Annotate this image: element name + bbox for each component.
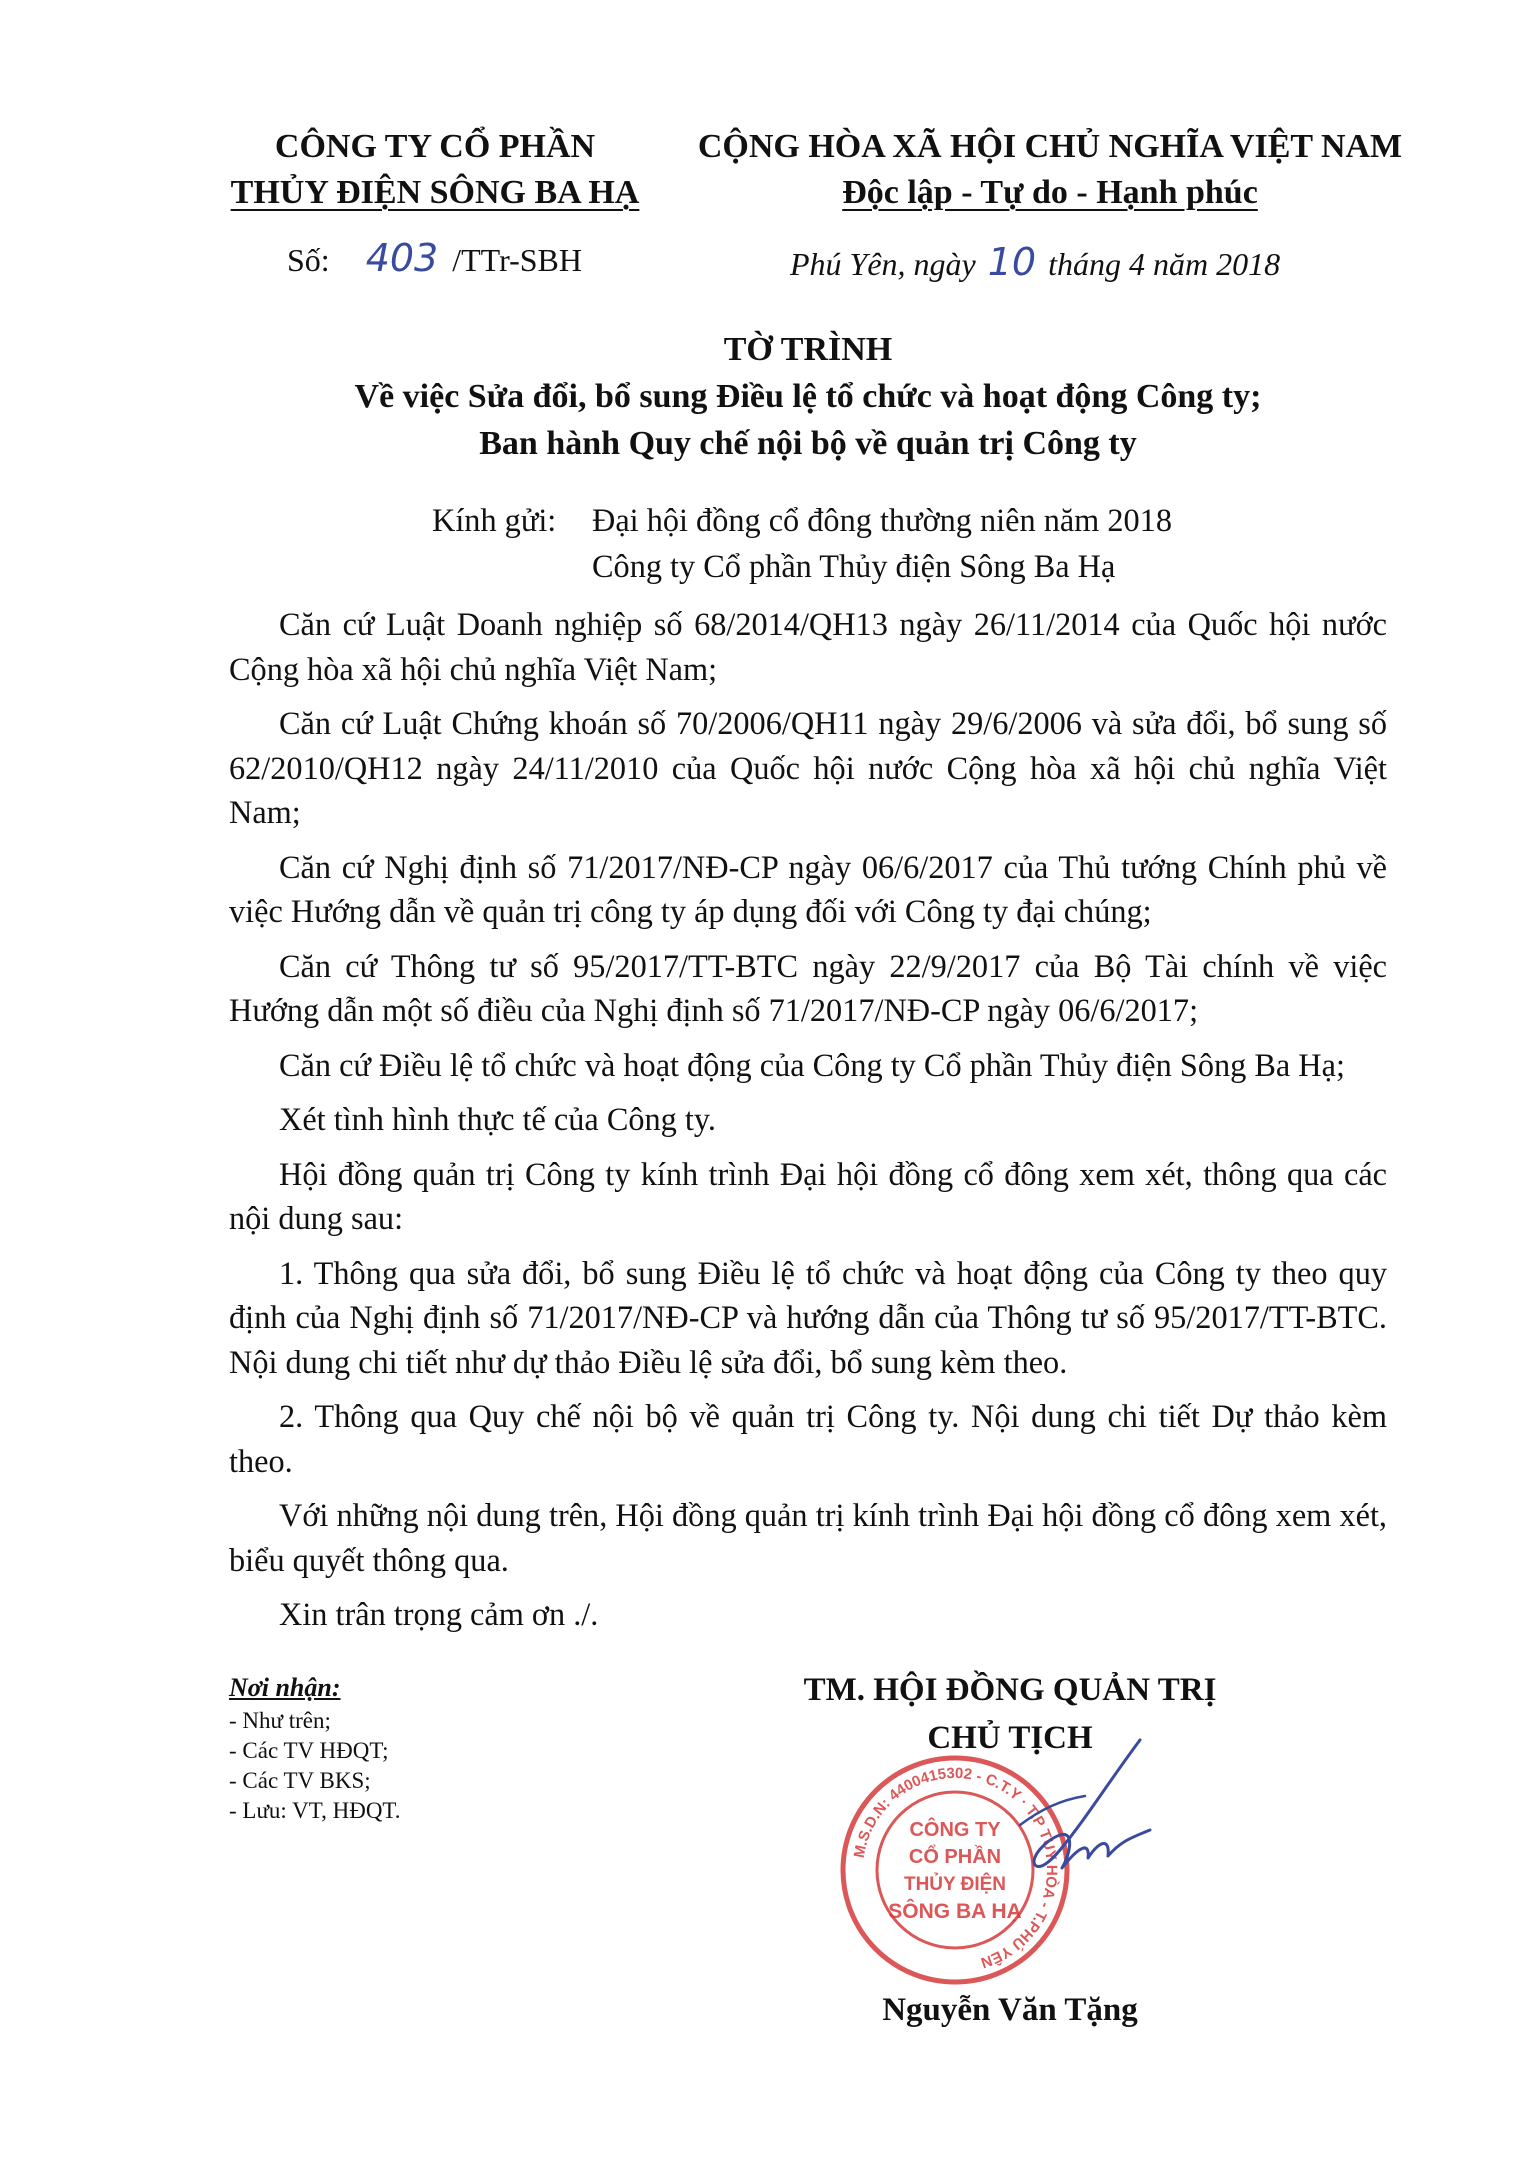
doc-no-label: Số:	[287, 242, 330, 278]
seal-center-line3: THỦY ĐIỆN	[903, 1874, 1007, 1895]
signature-stroke	[1020, 1796, 1085, 1825]
seal-center-line4: SÔNG BA HẠ	[888, 1900, 1022, 1923]
body-paragraph: Căn cứ Thông tư số 95/2017/TT-BTC ngày 22/9/2017 của Bộ Tài chính về việc Hướng dẫn một số điều của Nghị định số 71/2017/NĐ-CP ngày 06/6/2017;	[229, 947, 1387, 1028]
addressee-line1: Đại hội đồng cổ đông thường niên năm 2018	[592, 502, 1172, 538]
motto-text: Độc lập - Tự do - Hạnh phúc	[842, 174, 1258, 211]
signature-title-line1: TM. HỘI ĐỒNG QUẢN TRỊ	[803, 1672, 1217, 1708]
body-paragraph: Xin trân trọng cảm ơn ./.	[279, 1596, 599, 1632]
country-name: CỘNG HÒA XÃ HỘI CHỦ NGHĨA VIỆT NAM	[697, 128, 1403, 165]
title-subject-line2-text: Ban hành Quy chế nội bộ về quản trị Công ty	[479, 425, 1137, 462]
recipient-item: - Như trên;	[229, 1708, 331, 1733]
document-title	[229, 326, 1387, 467]
body-paragraph: Hội đồng quản trị Công ty kính trình Đại hội đồng cổ đông xem xét, thông qua các nội dung sau:	[229, 1155, 1387, 1236]
signature-stroke	[1034, 1740, 1150, 1868]
recipient-item: - Lưu: VT, HĐQT.	[229, 1798, 401, 1823]
date-day-handwritten: 10	[987, 240, 1037, 284]
place-date-prefix: Phú Yên, ngày	[790, 246, 976, 282]
company-name-line2	[200, 170, 670, 216]
place-date	[790, 240, 1280, 284]
body-paragraph: Căn cứ Luật Chứng khoán số 70/2006/QH11 ngày 29/6/2006 và sửa đổi, bổ sung số 62/2010/QH12 ngày 24/11/2010 của Quốc hội nước Cộng hòa xã hội chủ nghĩa Việt Nam;	[229, 705, 1387, 830]
body-paragraph: Xét tình hình thực tế của Công ty.	[279, 1101, 716, 1137]
seal-ring-text: M.S.D.N: 4400415302 - C.T.Y · T.P TUY HÒA - T.PHÚ YÊN	[850, 1764, 1061, 1972]
body-paragraph: 1. Thông qua sửa đổi, bổ sung Điều lệ tổ chức và hoạt động của Công ty theo quy định của Nghị định số 71/2017/NĐ-CP và hướng dẫn của Thông tư số 95/2017/TT-BTC. Nội dung chi tiết như dự thảo Điều lệ sửa đổi, bổ sung kèm theo.	[229, 1254, 1387, 1380]
doc-no-suffix: /TTr-SBH	[452, 242, 582, 278]
body-paragraph: Căn cứ Luật Doanh nghiệp số 68/2014/QH13 ngày 26/11/2014 của Quốc hội nước Cộng hòa xã hội chủ nghĩa Việt Nam;	[229, 606, 1387, 687]
recipients-block	[229, 1670, 401, 1826]
body-paragraph: 2. Thông qua Quy chế nội bộ về quản trị Công ty. Nội dung chi tiết Dự thảo kèm theo.	[229, 1398, 1387, 1479]
title-heading: TỜ TRÌNH	[723, 331, 893, 368]
body-paragraph: Căn cứ Điều lệ tổ chức và hoạt động của Công ty Cổ phần Thủy điện Sông Ba Hạ;	[279, 1046, 1345, 1083]
addressee-line2: Công ty Cổ phần Thủy điện Sông Ba Hạ	[592, 548, 1116, 584]
country-header	[680, 124, 1420, 216]
signature-title-line2: CHỦ TỊCH	[927, 1720, 1093, 1756]
title-subject-line2	[229, 420, 1387, 467]
seal-center-line1: CÔNG TY	[909, 1819, 1001, 1841]
company-header	[200, 124, 670, 216]
document-body	[229, 602, 1387, 1647]
recipient-item: - Các TV BKS;	[229, 1768, 371, 1793]
motto	[680, 170, 1420, 216]
signer-name: Nguyễn Văn Tặng	[882, 1992, 1138, 2028]
body-paragraph: Căn cứ Nghị định số 71/2017/NĐ-CP ngày 06/6/2017 của Thủ tướng Chính phủ về việc Hướng dẫn về quản trị công ty áp dụng đối với Công ty đại chúng;	[229, 848, 1387, 929]
body-paragraph: Với những nội dung trên, Hội đồng quản trị kính trình Đại hội đồng cổ đông xem xét, biểu quyết thông qua.	[229, 1497, 1387, 1578]
doc-no-handwritten: 403	[365, 236, 439, 280]
company-name-line2-text: THỦY ĐIỆN SÔNG BA HẠ	[230, 174, 640, 211]
title-subject-line1: Về việc Sửa đổi, bổ sung Điều lệ tổ chức và hoạt động Công ty;	[354, 378, 1262, 415]
recipients-label: Nơi nhận:	[229, 1673, 341, 1702]
seal-center-line2: CỔ PHẦN	[908, 1846, 1002, 1868]
recipient-item: - Các TV HĐQT;	[229, 1738, 389, 1763]
signature-icon	[990, 1730, 1190, 1900]
addressee-label: Kính gửi:	[432, 502, 557, 538]
company-name-line1: CÔNG TY CỔ PHẦN	[274, 128, 596, 165]
addressee	[432, 497, 1172, 589]
document-number	[287, 236, 582, 280]
place-date-suffix: tháng 4 năm 2018	[1048, 246, 1281, 282]
